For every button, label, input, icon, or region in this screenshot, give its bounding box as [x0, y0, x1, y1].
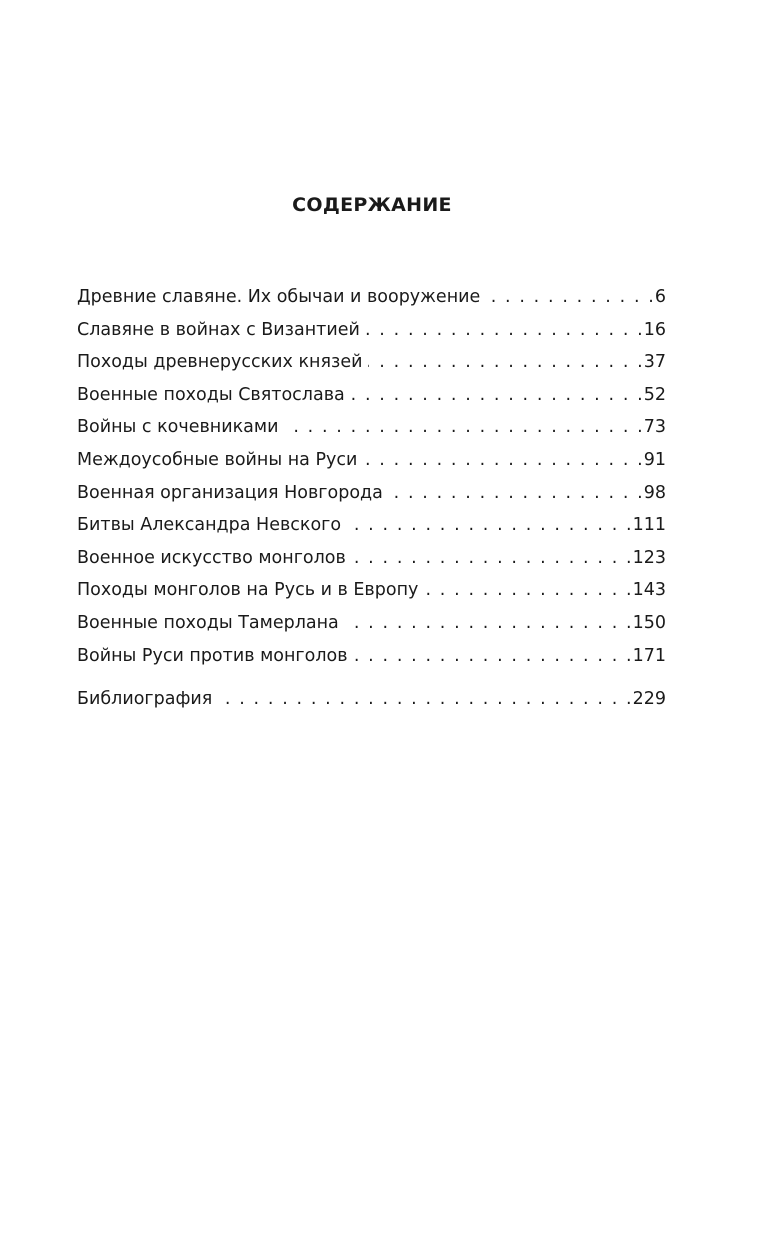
toc-entry	[77, 513, 666, 546]
dot-leader	[368, 350, 642, 374]
toc-entry	[77, 285, 666, 318]
toc-entry-title: Военные походы Тамерлана	[77, 612, 339, 633]
toc-entry	[77, 578, 666, 611]
contents-heading: СОДЕРЖАНИЕ	[292, 194, 452, 216]
dot-leader	[366, 318, 643, 342]
toc-entry	[77, 350, 666, 383]
toc-entry-page: 143	[632, 580, 666, 601]
toc-entry	[77, 546, 666, 579]
dot-leader	[347, 513, 632, 537]
toc-entry	[77, 611, 666, 644]
dot-leader	[218, 687, 631, 711]
toc-entry-title: Междоусобные войны на Руси	[77, 449, 358, 470]
toc-entry-page: 91	[643, 449, 666, 470]
toc-entry	[77, 481, 666, 514]
toc-entry-title: Библиография	[77, 689, 213, 710]
toc-entry-title: Древние славяне. Их обычаи и вооружение	[77, 287, 481, 307]
dot-leader	[486, 285, 654, 309]
toc-entry-title: Славяне в войнах с Византией	[77, 319, 360, 340]
dot-leader	[345, 611, 632, 635]
toc-entry	[77, 383, 666, 416]
toc-entry-title: Войны с кочевниками	[77, 417, 279, 438]
toc-entry-bibliography	[77, 687, 666, 720]
table-of-contents	[77, 285, 666, 720]
dot-leader	[363, 448, 642, 472]
toc-entry-page: 123	[632, 547, 666, 568]
toc-entry-page: 16	[643, 319, 666, 340]
dot-leader	[352, 546, 632, 570]
dot-leader	[351, 383, 643, 407]
toc-entry-page: 73	[643, 417, 666, 438]
dot-leader	[424, 578, 631, 602]
toc-entry-page: 111	[632, 515, 666, 536]
toc-entry-page: 150	[632, 612, 666, 633]
toc-entry-title: Битвы Александра Невского	[77, 515, 342, 536]
dot-leader	[354, 644, 632, 668]
toc-entry-page: 229	[632, 689, 666, 710]
toc-entry-title: Военные походы Святослава	[77, 384, 345, 405]
toc-entry-page: 98	[643, 482, 666, 503]
toc-entry-page: 37	[643, 352, 666, 373]
toc-entry	[77, 644, 666, 677]
dot-leader	[284, 415, 642, 439]
toc-entry-title: Походы древнерусских князей	[77, 352, 363, 373]
toc-entry-title: Войны Руси против монголов	[77, 645, 348, 666]
toc-entry-title: Военное искусство монголов	[77, 547, 346, 568]
toc-entry	[77, 318, 666, 351]
toc-entry-page: 171	[632, 645, 666, 666]
toc-entry-page: 52	[643, 384, 666, 405]
dot-leader	[389, 481, 643, 505]
toc-entry	[77, 448, 666, 481]
toc-entry-page: 6	[654, 287, 666, 307]
toc-entry	[77, 415, 666, 448]
toc-entry-title: Военная организация Новгорода	[77, 482, 383, 503]
toc-entry-title: Походы монголов на Русь и в Европу	[77, 580, 419, 601]
